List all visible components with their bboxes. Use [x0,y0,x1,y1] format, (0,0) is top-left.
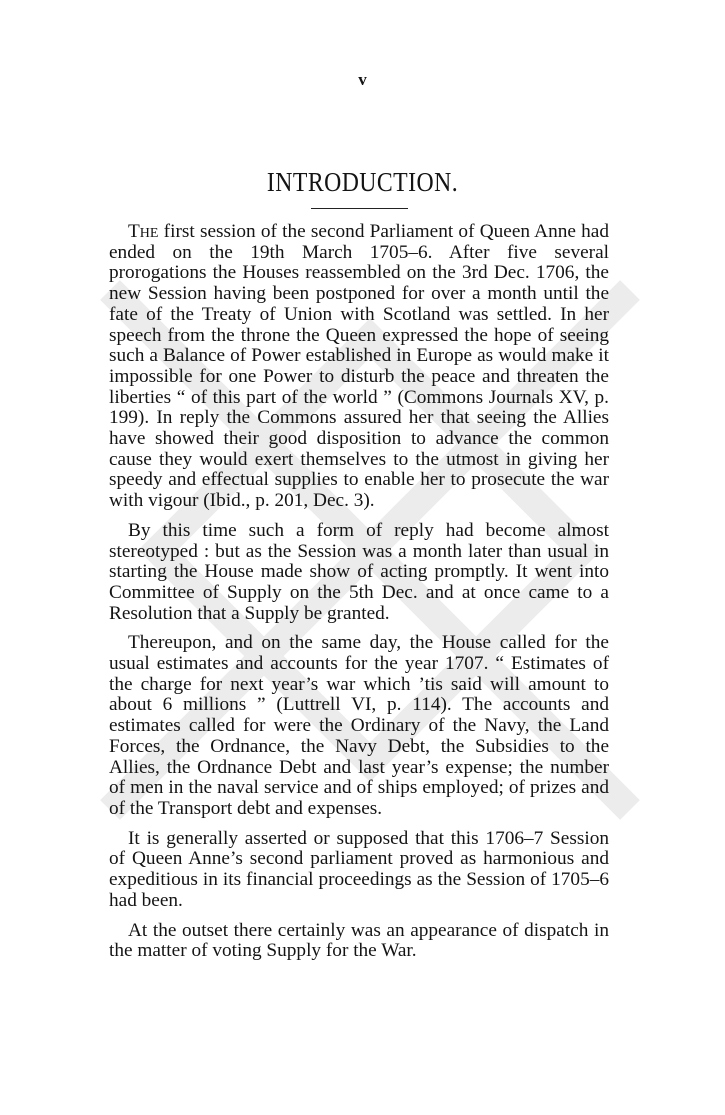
paragraph-lead: The [128,221,159,242]
body-text [109,222,609,971]
title-rule [311,208,408,209]
paragraph: By this time such a form of reply had become almost stereotyped : but as the Session was a month later than usual in starting the House made show of acting promptly. It went into Committee of Supply on the 5th Dec. and at once came to a Resolution that a Supply be granted. [109,519,609,624]
page-title: INTRODUCTION. [266,167,459,197]
paragraph: Thereupon, and on the same day, the House called for the usual estimates and accounts for the year 1707. “ Estimates of the charge for next year’s war which ’tis said will amount to about 6 millions ” (Luttrell VI, p. 114). The accounts and estimates called for were the Ordinary of the Navy, the Land Forces, the Ordnance, the Navy Debt, the Subsidies to the Allies, the Ordnance Debt and last year’s expense; the number of men in the naval service and of ships employed; of prizes and of the Transport debt and expenses. [109,632,609,819]
paragraph-text: first session of the second Parliament of Queen Anne had ended on the 19th March 1705–6. After five several prorogations the Houses reassembled on the 3rd Dec. 1706, the new Session having been postponed for over a month until the fate of the Treaty of Union with Scotland was settled. In her speech from the throne the Queen expressed the hope of seeing such a Balance of Power established in Europe as would make it impossible for one Power to disturb the peace and threaten the liberties “ of this part of the world ” (Commons Journals XV, p. 199). In reply the Commons assured her that seeing the Allies have showed their good disposition to advance the common cause they would exert themselves to the utmost in giving her speedy and effectual supplies to enable her to prosecute the war with vigour (Ibid., p. 201, Dec. 3). [109,221,609,512]
paragraph: At the outset there certainly was an appearance of dispatch in the matter of voting Supply for the War. [109,919,609,962]
paragraph [109,222,609,512]
paragraph: It is generally asserted or supposed that this 1706–7 Session of Queen Anne’s second parliament proved as harmonious and expeditious in its financial proceedings as the Session of 1705–6 had been. [109,827,609,911]
page-number: v [358,70,367,89]
